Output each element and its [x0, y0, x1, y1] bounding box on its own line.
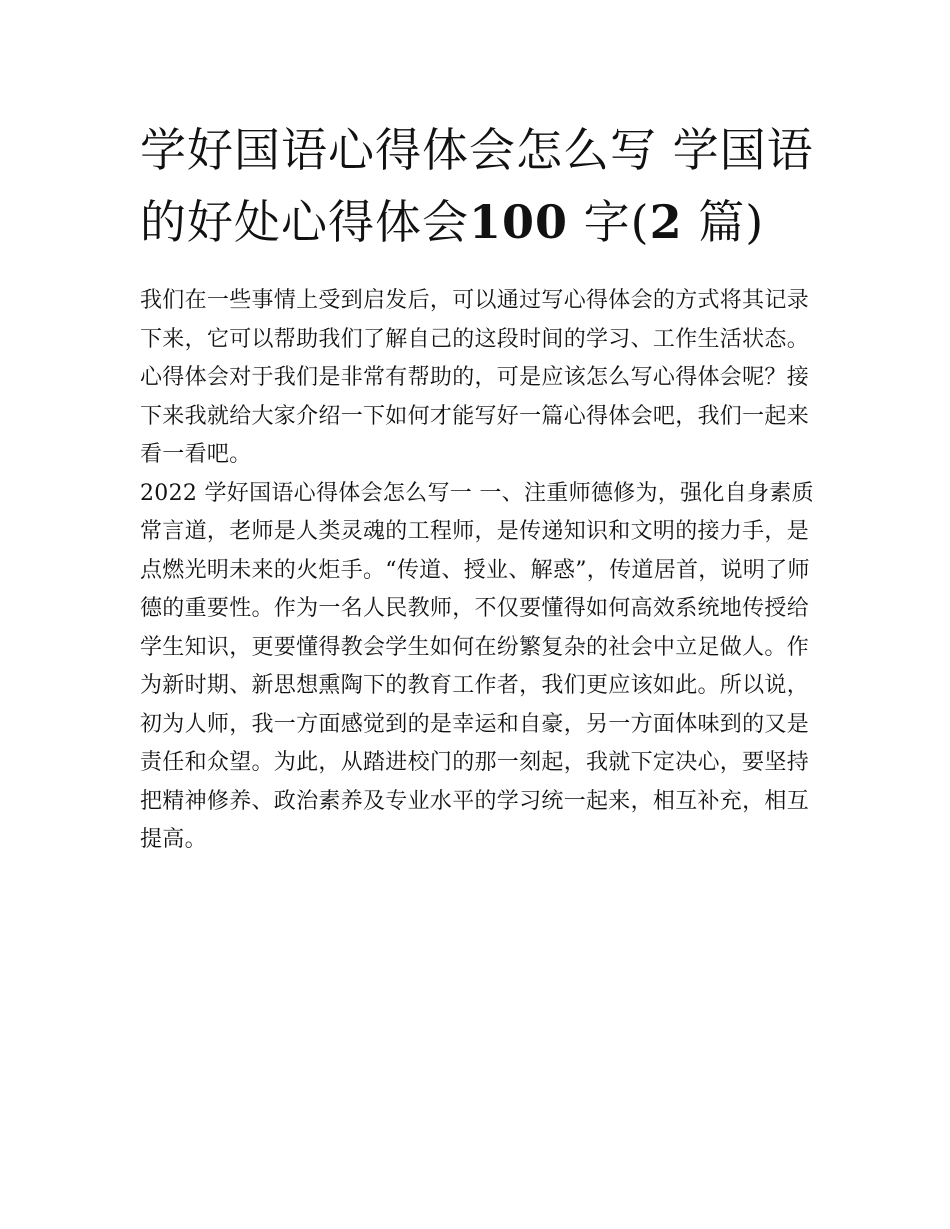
body-paragraph: 常言道，老师是人类灵魂的工程师，是传递知识和文明的接力手，是点燃光明未来的火炬手。“传道、授业、解惑”，传道居首，说明了师德的重要性。作为一名人民教师，不仅要懂得如何高效系统地传授给学生知识，更要懂得教会学生如何在纷繁复杂的社会中立足做人。作为新时期、新思想熏陶下的教育工作者，我们更应该如此。所以说，初为人师，我一方面感觉到的是幸运和自豪，另一方面体味到的又是责任和众望。为此，从踏进校门的那一刻起，我就下定决心，要坚持把精神修养、政治素养及专业水平的学习统一起来，相互补充，相互提高。	[140, 519, 810, 852]
section-heading: 2022 学好国语心得体会怎么写一 一、注重师德修为，强化自身素质	[140, 480, 814, 506]
title-text-end: 篇)	[682, 195, 765, 249]
document-title	[140, 114, 820, 258]
title-number-2: 2	[649, 195, 683, 249]
intro-paragraph: 我们在一些事情上受到启发后，可以通过写心得体会的方式将其记录下来，它可以帮助我们了解自己的这段时间的学习、工作生活状态。心得体会对于我们是非常有帮助的，可是应该怎么写心得体会呢？接下来我就给大家介绍一下如何才能写好一篇心得体会吧，我们一起来看一看吧。	[140, 288, 810, 467]
title-text: 学好国语心得体会怎么写 学国语的好处心得体会	[140, 123, 814, 249]
title-number-100: 100	[469, 195, 569, 249]
title-text-mid: 字(	[568, 195, 650, 249]
document-body	[140, 282, 820, 860]
